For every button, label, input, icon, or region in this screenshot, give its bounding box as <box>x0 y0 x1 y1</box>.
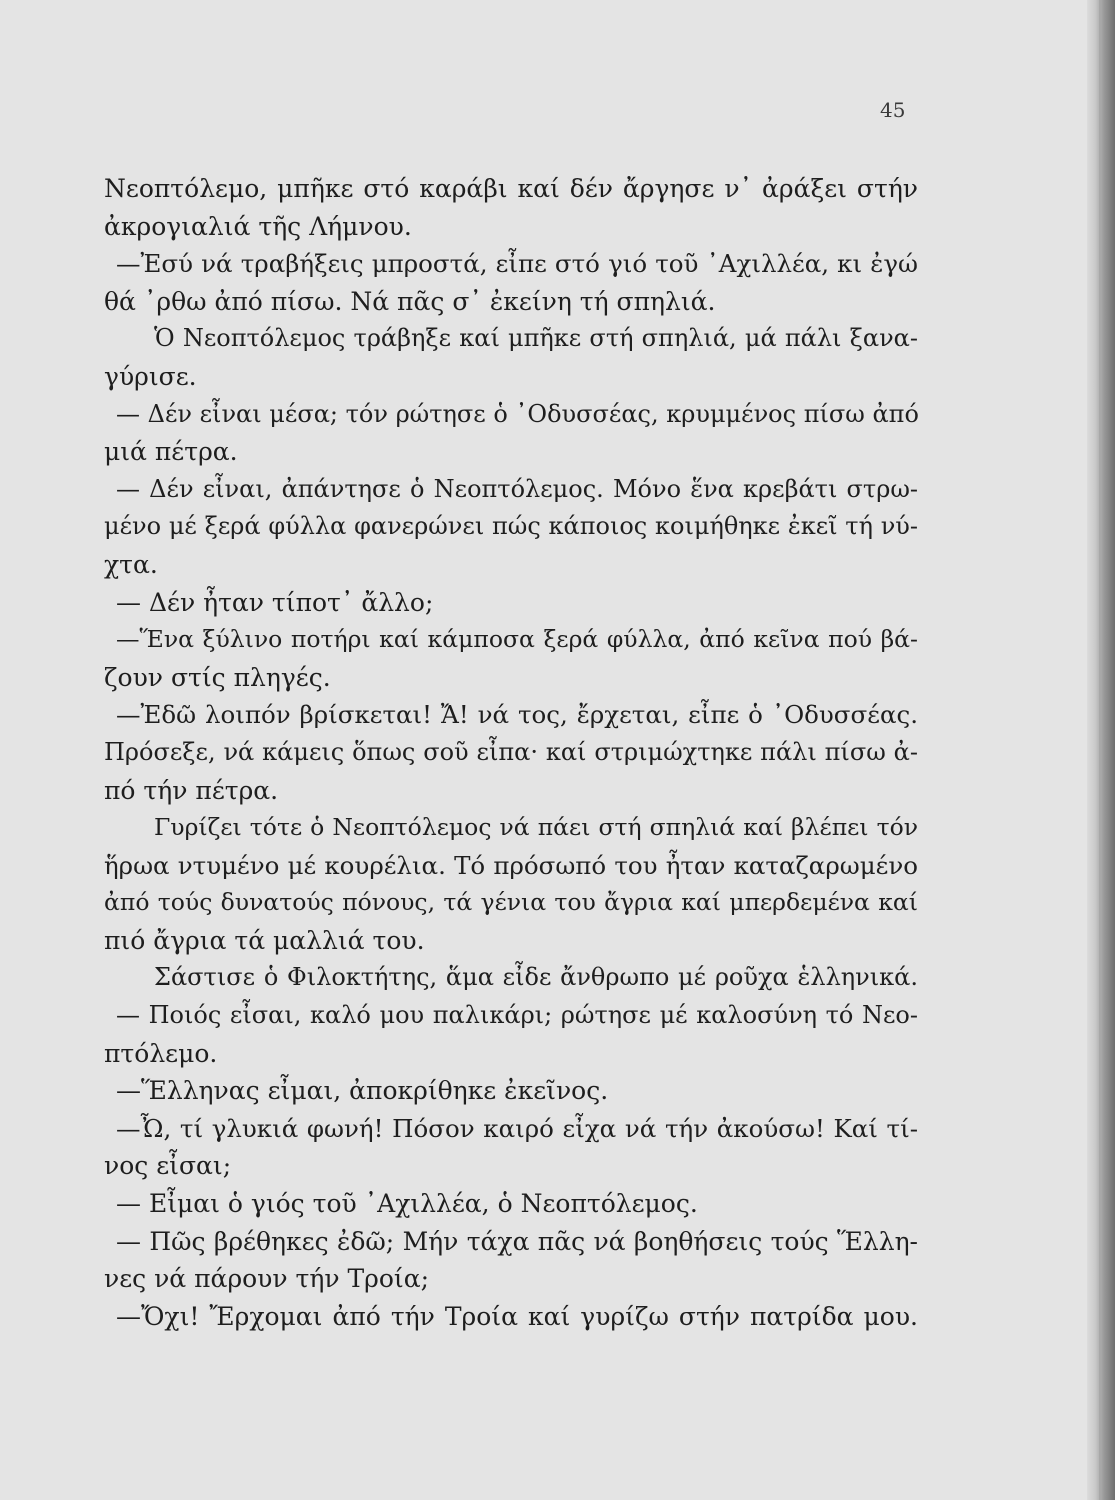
text-line: —Ἐδῶ λοιπόν βρίσκεται! Ἄ! νά τος, ἔρχεται, εἶπε ὁ ᾿Οδυσσέας. <box>116 700 918 730</box>
text-line: πιό ἄγρια τά μαλλιά του. <box>104 925 425 955</box>
text-line: μιά πέτρα. <box>104 437 238 467</box>
text-line: Νεοπτόλεμο, μπῆκε στό καράβι καί δέν ἄργησε ν᾽ ἀράξει στήν <box>104 174 918 203</box>
text-line: —Ἕνα ξύλινο ποτήρι καί κάμποσα ξερά φύλλα, ἀπό κεῖνα πού βά- <box>116 625 918 654</box>
page-number: 45 <box>880 98 906 122</box>
body-text <box>104 170 918 1335</box>
text-line: νος εἶσαι; <box>104 1151 232 1181</box>
text-line: νες νά πάρουν τήν Τροία; <box>104 1264 430 1294</box>
text-line: — Δέν εἶναι, ἀπάντησε ὁ Νεοπτόλεμος. Μόνο ἕνα κρεβάτι στρω- <box>116 474 918 503</box>
text-line: γύρισε. <box>104 361 197 391</box>
text-line: χτα. <box>104 549 158 579</box>
text-line: —Ἐσύ νά τραβήξεις μπροστά, εἶπε στό γιό τοῦ ᾿Αχιλλέα, κι ἐγώ <box>116 249 918 279</box>
text-line: ἀπό τούς δυνατούς πόνους, τά γένια του ἄγρια καί μπερδεμένα καί <box>104 888 918 917</box>
text-line: —Ὄχι! Ἔρχομαι ἀπό τήν Τροία καί γυρίζω στήν πατρίδα μου. <box>116 1301 918 1331</box>
text-line: — Πῶς βρέθηκες ἐδῶ; Μήν τάχα πᾶς νά βοηθήσεις τούς Ἕλλη- <box>116 1226 918 1256</box>
text-line: — Δέν ἦταν τίποτ᾽ ἄλλο; <box>116 587 434 617</box>
page-edge-shadow <box>1087 0 1115 1500</box>
text-line: —Ὦ, τί γλυκιά φωνή! Πόσον καιρό εἶχα νά τήν ἀκούσω! Καί τί- <box>116 1113 918 1143</box>
text-line: — Ποιός εἶσαι, καλό μου παλικάρι; ρώτησε μέ καλοσύνη τό Νεο- <box>116 1001 918 1030</box>
text-line: — Εἶμαι ὁ γιός τοῦ ᾿Αχιλλέα, ὁ Νεοπτόλεμος. <box>116 1189 698 1219</box>
text-line: πτόλεμο. <box>104 1038 218 1068</box>
text-line: θά ᾽ρθω ἀπό πίσω. Νά πᾶς σ᾽ ἐκείνη τή σπηλιά. <box>104 286 716 316</box>
text-line: ἥρωα ντυμένο μέ κουρέλια. Τό πρόσωπό του ἦταν καταζαρωμένο <box>104 850 918 880</box>
text-line: πό τήν πέτρα. <box>104 775 279 805</box>
page-edge-line <box>1099 0 1101 1500</box>
text-line: ἀκρογιαλιά τῆς Λήμνου. <box>104 211 412 241</box>
text-line: Ὁ Νεοπτόλεμος τράβηξε καί μπῆκε στή σπηλιά, μά πάλι ξανα- <box>154 324 918 353</box>
text-line: Πρόσεξε, νά κάμεις ὅπως σοῦ εἶπα· καί στριμώχτηκε πάλι πίσω ἀ- <box>104 737 918 766</box>
text-line: —Ἕλληνας εἶμαι, ἀποκρίθηκε ἐκεῖνος. <box>116 1076 609 1106</box>
text-line: μένο μέ ξερά φύλλα φανερώνει πώς κάποιος κοιμήθηκε ἐκεῖ τή νύ- <box>104 512 918 541</box>
text-line: Γυρίζει τότε ὁ Νεοπτόλεμος νά πάει στή σπηλιά καί βλέπει τόν <box>154 813 918 842</box>
text-line: — Δέν εἶναι μέσα; τόν ρώτησε ὁ ᾿Οδυσσέας, κρυμμένος πίσω ἀπό <box>116 399 919 428</box>
text-line: Σάστισε ὁ Φιλοκτήτης, ἅμα εἶδε ἄνθρωπο μέ ροῦχα ἑλληνικά. <box>154 963 918 992</box>
text-line: ζουν στίς πληγές. <box>104 662 331 692</box>
